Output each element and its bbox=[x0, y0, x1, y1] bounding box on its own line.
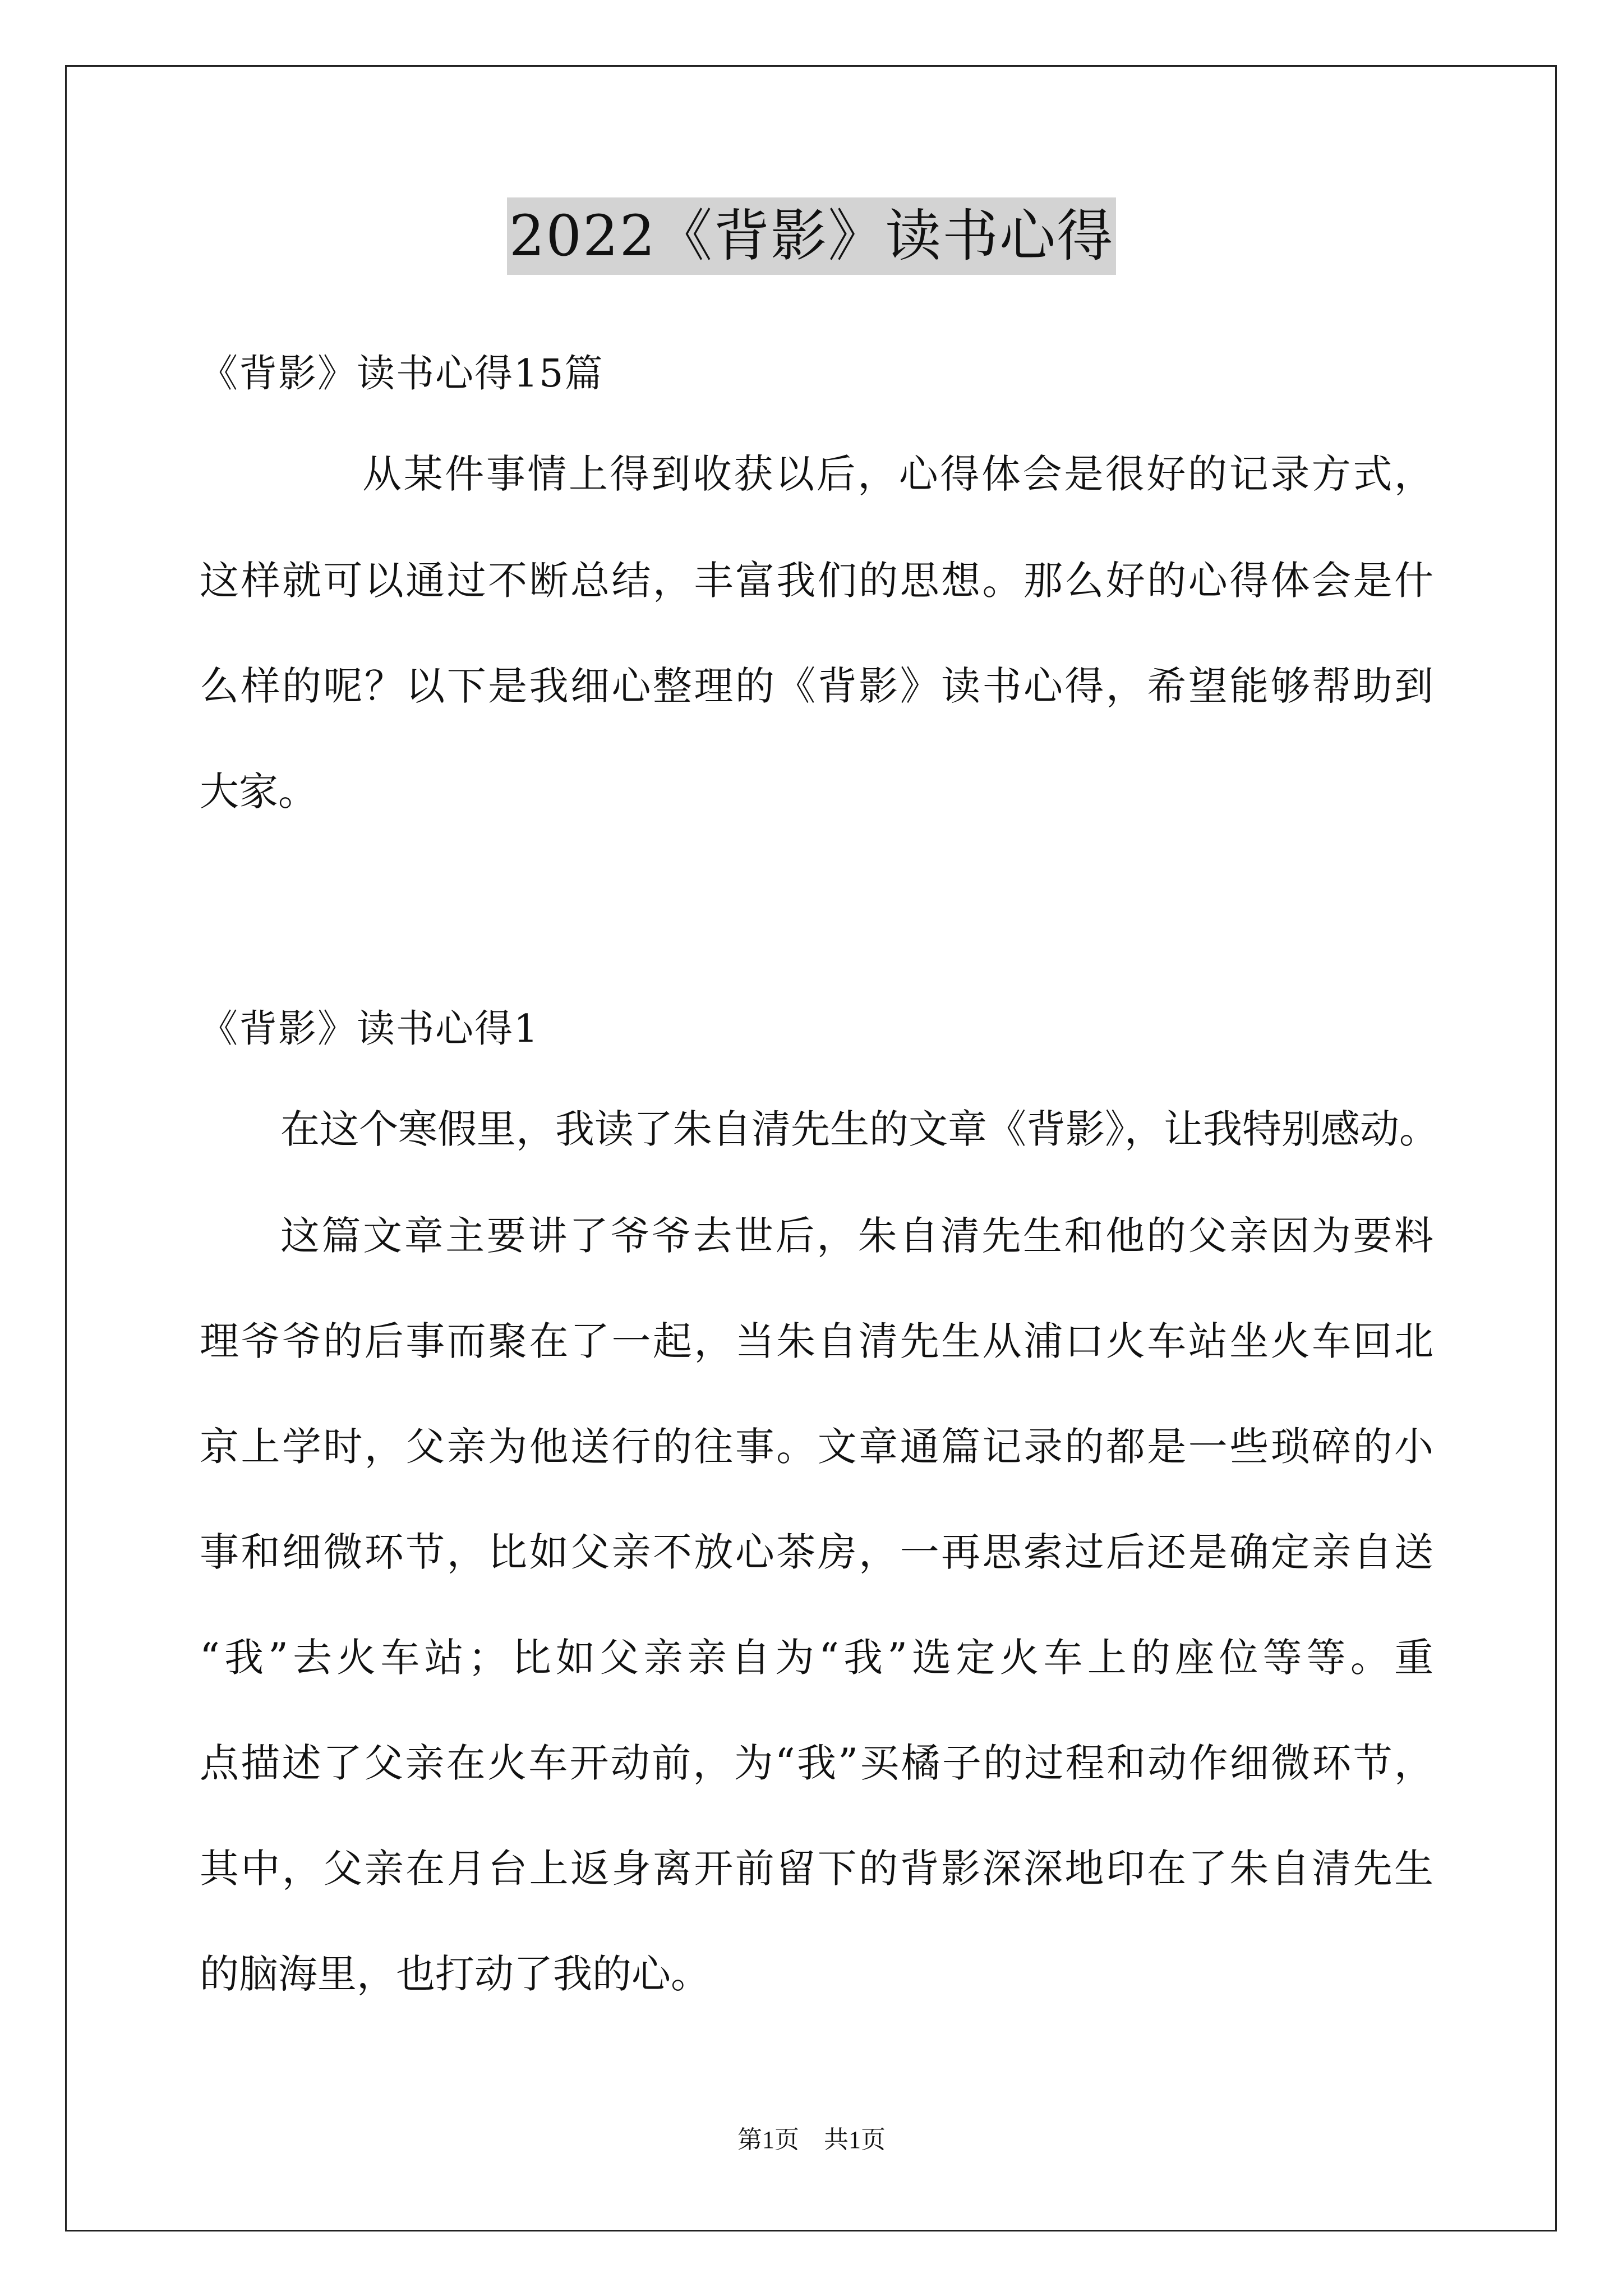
document-title: 2022《背影》读书心得 bbox=[507, 197, 1117, 275]
para2-line-4: 事和细微环节，比如父亲不放心茶房，一再思索过后还是确定亲自送 bbox=[200, 1529, 1433, 1575]
intro-line-3: 么样的呢？以下是我细心整理的《背影》读书心得，希望能够帮助到 bbox=[200, 663, 1433, 709]
document-subtitle: 《背影》读书心得15篇 bbox=[200, 352, 604, 396]
para1-line-1: 在这个寒假里，我读了朱自清先生的文章《背影》，让我特别感动。 bbox=[280, 1106, 1438, 1152]
intro-line-4: 大家。 bbox=[200, 769, 317, 815]
para2-line-1: 这篇文章主要讲了爷爷去世后，朱自清先生和他的父亲因为要料 bbox=[280, 1213, 1433, 1259]
document-title-block bbox=[0, 197, 1623, 275]
para2-line-3: 京上学时，父亲为他送行的往事。文章通篇记录的都是一些琐碎的小 bbox=[200, 1424, 1433, 1470]
para2-line-5: “我”去火车站；比如父亲亲自为“我”选定火车上的座位等等。重 bbox=[200, 1635, 1433, 1681]
intro-line-2: 这样就可以通过不断总结，丰富我们的思想。那么好的心得体会是什 bbox=[200, 558, 1433, 604]
para2-line-2: 理爷爷的后事而聚在了一起，当朱自清先生从浦口火车站坐火车回北 bbox=[200, 1318, 1433, 1364]
section-heading: 《背影》读书心得1 bbox=[200, 1007, 540, 1051]
para2-line-7: 其中，父亲在月台上返身离开前留下的背影深深地印在了朱自清先生 bbox=[200, 1846, 1433, 1892]
intro-line-1: 从某件事情上得到收获以后，心得体会是很好的记录方式， bbox=[362, 451, 1433, 497]
para2-line-6: 点描述了父亲在火车开动前，为“我”买橘子的过程和动作细微环节， bbox=[200, 1740, 1433, 1786]
para2-line-8: 的脑海里，也打动了我的心。 bbox=[200, 1951, 710, 1997]
page-footer: 第1页 共1页 bbox=[737, 2126, 886, 2154]
